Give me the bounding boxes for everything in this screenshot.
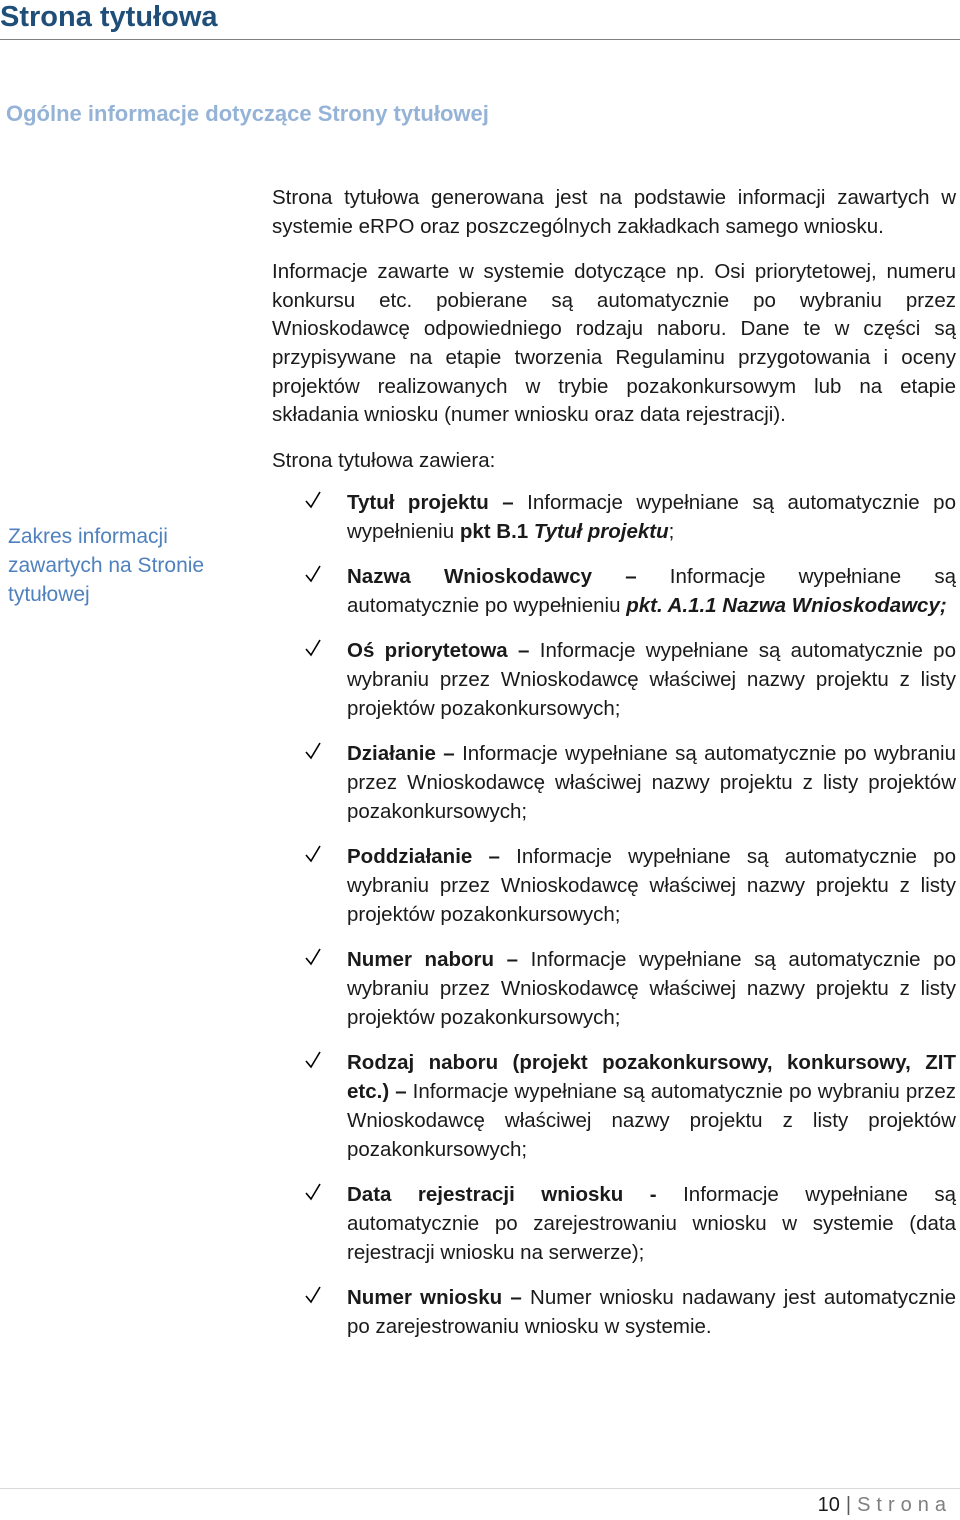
list-item-text xyxy=(347,562,956,620)
item-description: Informacje wypełniane są automatycznie po wybraniu przez Wnioskodawcę właściwej nazwy projektu z listy projektów pozakonkursowych; xyxy=(347,948,956,1030)
list-item xyxy=(272,562,956,620)
contents-checklist xyxy=(272,488,956,1341)
title-divider xyxy=(0,39,960,40)
list-item-text xyxy=(347,842,956,929)
item-tail: ; xyxy=(668,520,675,544)
page-number: 10 xyxy=(817,1494,840,1516)
list-item xyxy=(272,945,956,1032)
item-separator: – xyxy=(502,1286,531,1310)
item-description: Informacje wypełniane są automatycznie po zarejestrowaniu wniosku w systemie (data rejestracji wniosku na serwerze); xyxy=(347,1183,957,1265)
footer-word: Strona xyxy=(857,1494,952,1516)
paragraph-list-intro: Strona tytułowa zawiera: xyxy=(272,448,496,472)
content-column xyxy=(272,184,956,1357)
item-separator: – xyxy=(389,1080,413,1104)
side-label: Zakres informacji zawartych na Stronie tytułowej xyxy=(8,525,205,606)
checkmark-icon xyxy=(305,490,321,510)
item-description: Informacje wypełniane są automatycznie po wypełnieniu xyxy=(347,491,956,544)
list-item-text xyxy=(347,1180,956,1267)
checkmark-icon xyxy=(305,638,321,658)
item-reference-italic: Tytuł projektu xyxy=(528,520,669,544)
item-description: Informacje wypełniane są automatycznie po wybraniu przez Wnioskodawcę właściwej nazwy projektu z listy projektów pozakonkursowych; xyxy=(347,845,956,927)
item-term: Numer wniosku xyxy=(347,1286,503,1310)
list-item-text xyxy=(347,1048,956,1164)
checkmark-icon xyxy=(305,564,321,584)
list-item-text xyxy=(347,739,956,826)
item-description: Numer wniosku nadawany jest automatycznie po zarejestrowaniu wniosku w systemie. xyxy=(347,1286,957,1339)
item-term: Działanie xyxy=(347,742,436,766)
checkmark-icon xyxy=(305,741,321,761)
section-heading: Ogólne informacje dotyczące Strony tytułowej xyxy=(6,101,489,126)
item-separator: – xyxy=(435,742,463,766)
list-item-text xyxy=(347,488,956,546)
item-term: Data rejestracji wniosku - xyxy=(347,1183,657,1207)
checkmark-icon xyxy=(305,1182,321,1202)
item-term: Tytuł projektu xyxy=(347,491,489,515)
item-description: Informacje wypełniane są automatycznie po wybraniu przez Wnioskodawcę właściwej nazwy projektu z listy projektów pozakonkursowych; xyxy=(347,639,956,721)
footer-separator: | xyxy=(845,1494,852,1516)
list-item xyxy=(272,739,956,826)
list-item-text xyxy=(347,636,956,723)
list-item-text xyxy=(347,945,956,1032)
item-reference: pkt. A.1.1 Nazwa Wnioskodawcy; xyxy=(626,594,947,618)
item-term: Oś priorytetowa xyxy=(347,639,508,663)
item-reference: pkt B.1 xyxy=(459,520,529,544)
footer-divider xyxy=(0,1488,960,1489)
list-item xyxy=(272,1180,956,1267)
item-separator: – xyxy=(507,639,540,663)
item-separator xyxy=(657,1183,684,1206)
list-item xyxy=(272,636,956,723)
item-description: Informacje wypełniane są automatycznie po wybraniu przez Wnioskodawcę właściwej nazwy projektu z listy projektów pozakonkursowych; xyxy=(347,1080,957,1162)
page-footer xyxy=(818,1494,952,1517)
list-item xyxy=(272,1283,956,1341)
item-separator: – xyxy=(488,491,528,515)
checkmark-icon xyxy=(305,947,321,967)
checkmark-icon xyxy=(305,844,321,864)
item-term: Nazwa Wnioskodawcy xyxy=(347,565,593,589)
item-description: Informacje wypełniane są automatycznie po wypełnieniu xyxy=(347,565,956,618)
item-term: Rodzaj naboru (projekt pozakonkursowy, konkursowy, ZIT etc.) xyxy=(347,1051,956,1104)
paragraph-intro: Strona tytułowa generowana jest na podstawie informacji zawartych w systemie eRPO oraz poszczególnych zakładkach samego wniosku. xyxy=(272,186,956,238)
checkmark-icon xyxy=(305,1285,321,1305)
item-separator: – xyxy=(592,565,670,589)
paragraph-details: Informacje zawarte w systemie dotyczące np. Osi priorytetowej, numeru konkursu etc. pobierane są automatycznie po wybraniu przez Wnioskodawcę odpowiedniego rodzaju naboru. Dane te w części są przypisywane na etapie tworzenia Regulaminu przygotowania i oceny projektów realizowanych w trybie pozakonkursowym lub na etapie składania wniosku (numer wniosku oraz data rejestracji). xyxy=(272,260,956,427)
list-item xyxy=(272,842,956,929)
item-separator: – xyxy=(472,845,517,869)
item-term: Numer naboru xyxy=(347,948,495,972)
list-item xyxy=(272,1048,956,1164)
checkmark-icon xyxy=(305,1050,321,1070)
list-item-text xyxy=(347,1283,956,1341)
item-description: Informacje wypełniane są automatycznie po wybraniu przez Wnioskodawcę właściwej nazwy projektu z listy projektów pozakonkursowych; xyxy=(347,742,956,824)
list-item xyxy=(272,488,956,546)
page-title: Strona tytułowa xyxy=(0,1,218,33)
item-separator: – xyxy=(494,948,531,972)
item-term: Poddziałanie xyxy=(347,845,473,869)
